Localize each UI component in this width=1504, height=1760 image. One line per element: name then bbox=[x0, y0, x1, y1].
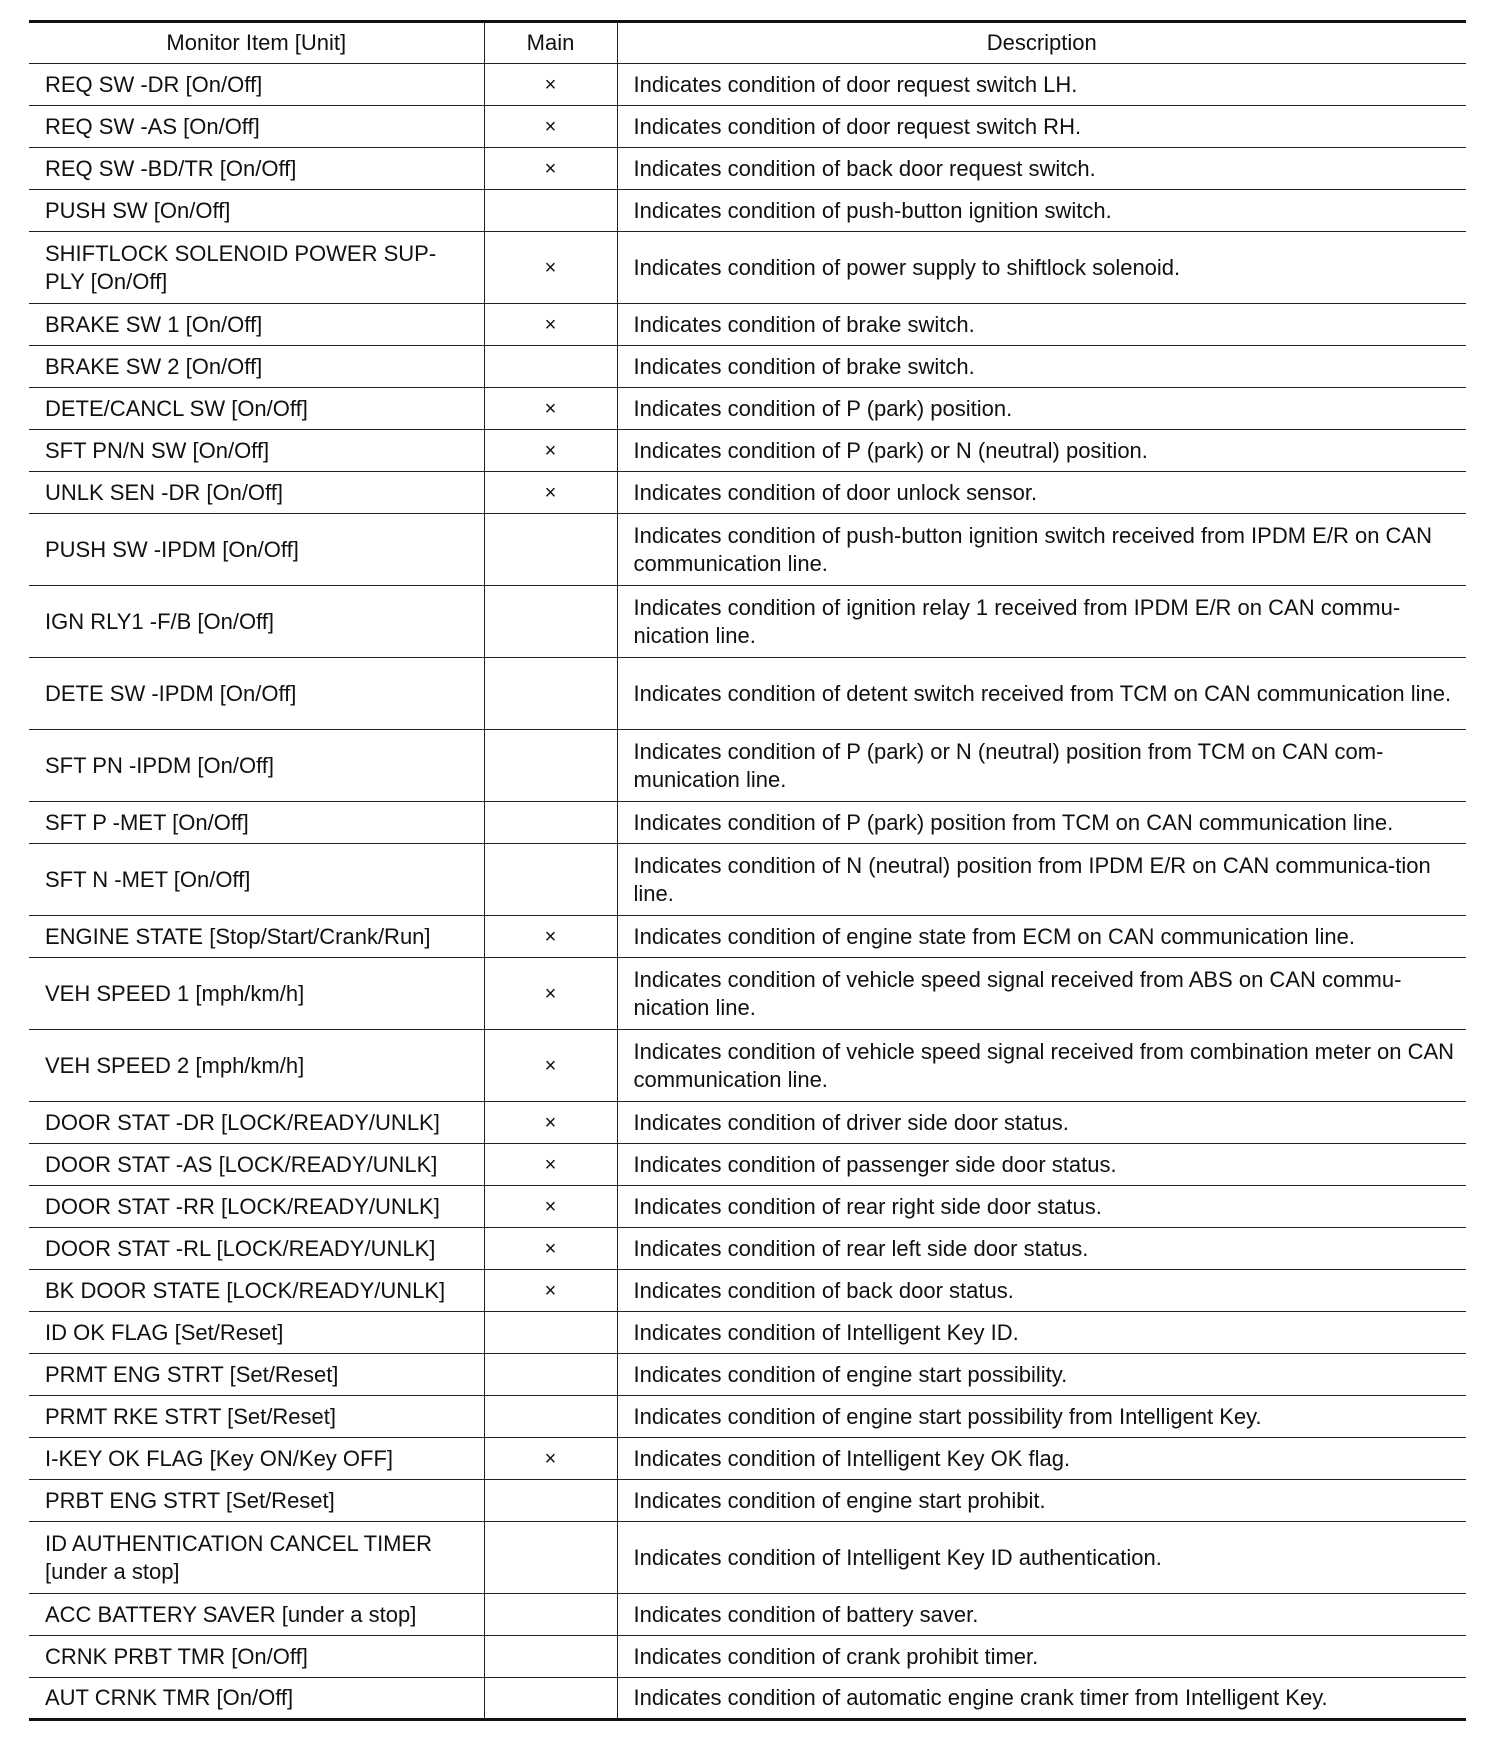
table-row bbox=[29, 1678, 1466, 1720]
table-row bbox=[29, 472, 1466, 514]
description-cell: Indicates condition of N (neutral) position from IPDM E/R on CAN communica-tion line. bbox=[617, 844, 1466, 916]
description-cell: Indicates condition of engine start possibility from Intelligent Key. bbox=[617, 1396, 1466, 1438]
main-mark-cell: × bbox=[484, 1186, 617, 1228]
monitor-item-cell: SFT P -MET [On/Off] bbox=[29, 802, 484, 844]
monitor-item-cell: BK DOOR STATE [LOCK/READY/UNLK] bbox=[29, 1270, 484, 1312]
monitor-item-table bbox=[29, 20, 1466, 1721]
description-cell: Indicates condition of vehicle speed signal received from ABS on CAN commu-nication line. bbox=[617, 958, 1466, 1030]
table-row bbox=[29, 586, 1466, 658]
main-mark-cell: × bbox=[484, 1144, 617, 1186]
monitor-item-cell: PUSH SW [On/Off] bbox=[29, 190, 484, 232]
header-main: Main bbox=[484, 22, 617, 64]
table-row bbox=[29, 1228, 1466, 1270]
monitor-item-cell: AUT CRNK TMR [On/Off] bbox=[29, 1678, 484, 1720]
monitor-item-cell: ID AUTHENTICATION CANCEL TIMER [under a stop] bbox=[29, 1522, 484, 1594]
monitor-item-cell: ID OK FLAG [Set/Reset] bbox=[29, 1312, 484, 1354]
description-cell: Indicates condition of P (park) position from TCM on CAN communication line. bbox=[617, 802, 1466, 844]
monitor-item-cell: DOOR STAT -DR [LOCK/READY/UNLK] bbox=[29, 1102, 484, 1144]
monitor-item-table-container bbox=[29, 20, 1466, 1721]
main-mark-cell bbox=[484, 1396, 617, 1438]
monitor-item-cell: BRAKE SW 1 [On/Off] bbox=[29, 304, 484, 346]
description-cell: Indicates condition of door request switch RH. bbox=[617, 106, 1466, 148]
monitor-item-cell: DOOR STAT -AS [LOCK/READY/UNLK] bbox=[29, 1144, 484, 1186]
monitor-item-cell: ACC BATTERY SAVER [under a stop] bbox=[29, 1594, 484, 1636]
main-mark-cell bbox=[484, 1636, 617, 1678]
monitor-item-cell: DETE/CANCL SW [On/Off] bbox=[29, 388, 484, 430]
table-row bbox=[29, 1030, 1466, 1102]
table-row bbox=[29, 148, 1466, 190]
table-row bbox=[29, 304, 1466, 346]
description-cell: Indicates condition of passenger side door status. bbox=[617, 1144, 1466, 1186]
main-mark-cell bbox=[484, 802, 617, 844]
description-cell: Indicates condition of back door request switch. bbox=[617, 148, 1466, 190]
table-row bbox=[29, 1522, 1466, 1594]
description-cell: Indicates condition of rear right side door status. bbox=[617, 1186, 1466, 1228]
main-mark-cell: × bbox=[484, 1030, 617, 1102]
monitor-item-cell: SFT N -MET [On/Off] bbox=[29, 844, 484, 916]
monitor-item-cell: DOOR STAT -RL [LOCK/READY/UNLK] bbox=[29, 1228, 484, 1270]
monitor-item-cell: I-KEY OK FLAG [Key ON/Key OFF] bbox=[29, 1438, 484, 1480]
description-cell: Indicates condition of engine state from ECM on CAN communication line. bbox=[617, 916, 1466, 958]
description-cell: Indicates condition of P (park) or N (neutral) position. bbox=[617, 430, 1466, 472]
monitor-item-cell: PRMT ENG STRT [Set/Reset] bbox=[29, 1354, 484, 1396]
main-mark-cell bbox=[484, 1480, 617, 1522]
monitor-item-cell: REQ SW -DR [On/Off] bbox=[29, 64, 484, 106]
description-cell: Indicates condition of detent switch received from TCM on CAN communication line. bbox=[617, 658, 1466, 730]
table-row bbox=[29, 514, 1466, 586]
description-cell: Indicates condition of rear left side door status. bbox=[617, 1228, 1466, 1270]
main-mark-cell: × bbox=[484, 430, 617, 472]
table-row bbox=[29, 1438, 1466, 1480]
main-mark-cell: × bbox=[484, 388, 617, 430]
table-row bbox=[29, 232, 1466, 304]
table-row bbox=[29, 844, 1466, 916]
table-header-row bbox=[29, 22, 1466, 64]
description-cell: Indicates condition of ignition relay 1 received from IPDM E/R on CAN commu-nication line. bbox=[617, 586, 1466, 658]
main-mark-cell: × bbox=[484, 64, 617, 106]
main-mark-cell: × bbox=[484, 1270, 617, 1312]
table-row bbox=[29, 430, 1466, 472]
header-monitor-item: Monitor Item [Unit] bbox=[29, 22, 484, 64]
table-row bbox=[29, 64, 1466, 106]
main-mark-cell: × bbox=[484, 1438, 617, 1480]
description-cell: Indicates condition of push-button ignition switch received from IPDM E/R on CAN communication line. bbox=[617, 514, 1466, 586]
table-row bbox=[29, 1102, 1466, 1144]
monitor-item-cell: CRNK PRBT TMR [On/Off] bbox=[29, 1636, 484, 1678]
table-row bbox=[29, 346, 1466, 388]
description-cell: Indicates condition of push-button ignition switch. bbox=[617, 190, 1466, 232]
monitor-item-cell: PRBT ENG STRT [Set/Reset] bbox=[29, 1480, 484, 1522]
main-mark-cell bbox=[484, 1594, 617, 1636]
description-cell: Indicates condition of back door status. bbox=[617, 1270, 1466, 1312]
table-row bbox=[29, 658, 1466, 730]
table-row bbox=[29, 1636, 1466, 1678]
description-cell: Indicates condition of door request switch LH. bbox=[617, 64, 1466, 106]
main-mark-cell bbox=[484, 844, 617, 916]
monitor-item-cell: UNLK SEN -DR [On/Off] bbox=[29, 472, 484, 514]
description-cell: Indicates condition of Intelligent Key ID authentication. bbox=[617, 1522, 1466, 1594]
monitor-item-cell: DETE SW -IPDM [On/Off] bbox=[29, 658, 484, 730]
table-row bbox=[29, 1594, 1466, 1636]
table-row bbox=[29, 1396, 1466, 1438]
main-mark-cell: × bbox=[484, 232, 617, 304]
table-row bbox=[29, 1354, 1466, 1396]
main-mark-cell: × bbox=[484, 148, 617, 190]
table-row bbox=[29, 1144, 1466, 1186]
description-cell: Indicates condition of crank prohibit timer. bbox=[617, 1636, 1466, 1678]
main-mark-cell: × bbox=[484, 106, 617, 148]
table-row bbox=[29, 190, 1466, 232]
description-cell: Indicates condition of brake switch. bbox=[617, 304, 1466, 346]
header-description: Description bbox=[617, 22, 1466, 64]
table-row bbox=[29, 730, 1466, 802]
description-cell: Indicates condition of engine start prohibit. bbox=[617, 1480, 1466, 1522]
main-mark-cell bbox=[484, 658, 617, 730]
description-cell: Indicates condition of brake switch. bbox=[617, 346, 1466, 388]
monitor-item-cell: IGN RLY1 -F/B [On/Off] bbox=[29, 586, 484, 658]
table-row bbox=[29, 1312, 1466, 1354]
main-mark-cell bbox=[484, 190, 617, 232]
table-row bbox=[29, 1186, 1466, 1228]
description-cell: Indicates condition of engine start possibility. bbox=[617, 1354, 1466, 1396]
main-mark-cell: × bbox=[484, 916, 617, 958]
main-mark-cell bbox=[484, 1678, 617, 1720]
main-mark-cell bbox=[484, 1522, 617, 1594]
monitor-item-cell: DOOR STAT -RR [LOCK/READY/UNLK] bbox=[29, 1186, 484, 1228]
monitor-item-cell: REQ SW -BD/TR [On/Off] bbox=[29, 148, 484, 190]
table-row bbox=[29, 106, 1466, 148]
main-mark-cell: × bbox=[484, 472, 617, 514]
monitor-item-cell: BRAKE SW 2 [On/Off] bbox=[29, 346, 484, 388]
description-cell: Indicates condition of door unlock sensor. bbox=[617, 472, 1466, 514]
monitor-item-cell: SFT PN -IPDM [On/Off] bbox=[29, 730, 484, 802]
main-mark-cell bbox=[484, 586, 617, 658]
description-cell: Indicates condition of Intelligent Key ID. bbox=[617, 1312, 1466, 1354]
monitor-item-cell: REQ SW -AS [On/Off] bbox=[29, 106, 484, 148]
description-cell: Indicates condition of Intelligent Key OK flag. bbox=[617, 1438, 1466, 1480]
main-mark-cell: × bbox=[484, 958, 617, 1030]
monitor-item-cell: SFT PN/N SW [On/Off] bbox=[29, 430, 484, 472]
main-mark-cell bbox=[484, 514, 617, 586]
monitor-item-cell: PRMT RKE STRT [Set/Reset] bbox=[29, 1396, 484, 1438]
table-row bbox=[29, 802, 1466, 844]
table-row bbox=[29, 916, 1466, 958]
monitor-item-cell: ENGINE STATE [Stop/Start/Crank/Run] bbox=[29, 916, 484, 958]
monitor-item-cell: SHIFTLOCK SOLENOID POWER SUP-PLY [On/Off] bbox=[29, 232, 484, 304]
description-cell: Indicates condition of driver side door status. bbox=[617, 1102, 1466, 1144]
main-mark-cell bbox=[484, 346, 617, 388]
table-row bbox=[29, 1480, 1466, 1522]
monitor-item-cell: PUSH SW -IPDM [On/Off] bbox=[29, 514, 484, 586]
main-mark-cell bbox=[484, 1312, 617, 1354]
description-cell: Indicates condition of P (park) position. bbox=[617, 388, 1466, 430]
table-row bbox=[29, 1270, 1466, 1312]
description-cell: Indicates condition of battery saver. bbox=[617, 1594, 1466, 1636]
description-cell: Indicates condition of power supply to shiftlock solenoid. bbox=[617, 232, 1466, 304]
table-row bbox=[29, 388, 1466, 430]
main-mark-cell bbox=[484, 730, 617, 802]
monitor-item-cell: VEH SPEED 1 [mph/km/h] bbox=[29, 958, 484, 1030]
table-row bbox=[29, 958, 1466, 1030]
description-cell: Indicates condition of automatic engine crank timer from Intelligent Key. bbox=[617, 1678, 1466, 1720]
main-mark-cell: × bbox=[484, 1228, 617, 1270]
description-cell: Indicates condition of P (park) or N (neutral) position from TCM on CAN com-munication line. bbox=[617, 730, 1466, 802]
description-cell: Indicates condition of vehicle speed signal received from combination meter on CAN communication line. bbox=[617, 1030, 1466, 1102]
monitor-item-cell: VEH SPEED 2 [mph/km/h] bbox=[29, 1030, 484, 1102]
main-mark-cell: × bbox=[484, 304, 617, 346]
main-mark-cell bbox=[484, 1354, 617, 1396]
main-mark-cell: × bbox=[484, 1102, 617, 1144]
